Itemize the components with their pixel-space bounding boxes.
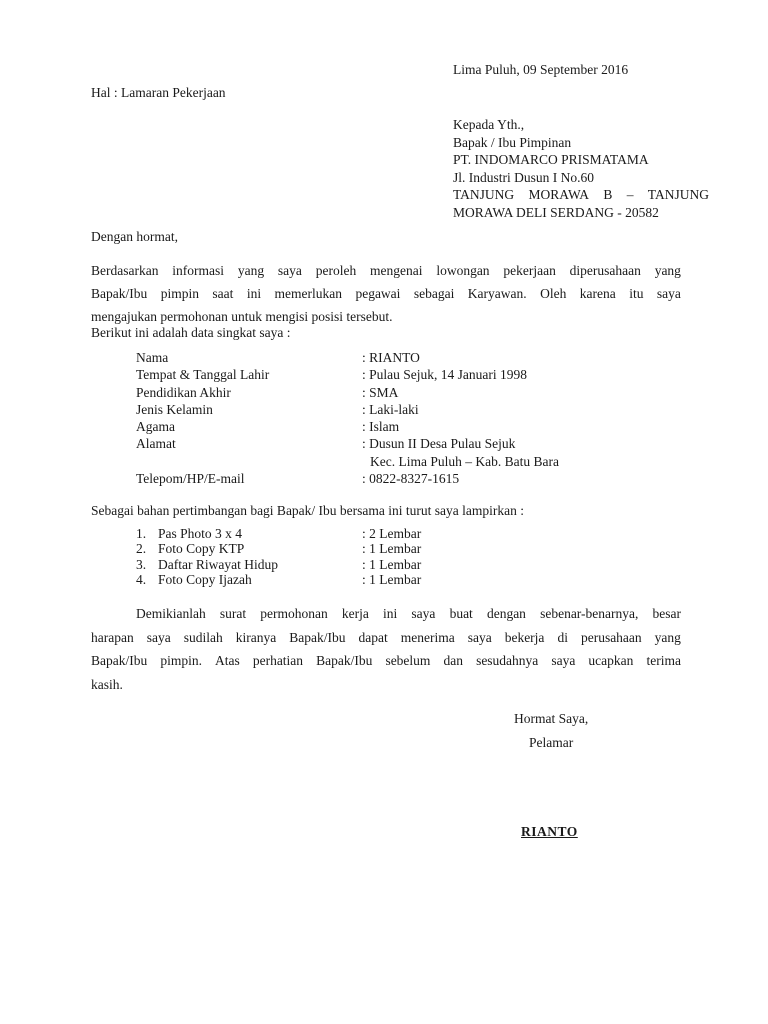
word: saya xyxy=(146,629,171,645)
word: sebenar-benarnya, xyxy=(540,606,639,621)
personal-data-value: : 0822-8327-1615 xyxy=(362,471,460,487)
word: pimpin. xyxy=(160,653,202,668)
recipient-company: PT. INDOMARCO PRISMATAMA xyxy=(453,152,649,167)
word: sebelum xyxy=(385,653,431,668)
letter-date: Lima Puluh, 09 September 2016 xyxy=(453,62,629,77)
attachment-number: 2. xyxy=(136,541,147,557)
attachment-quantity: : 2 Lembar xyxy=(362,526,422,541)
word: Berdasarkan xyxy=(91,263,159,278)
word: saya xyxy=(551,653,576,668)
personal-data-label: Alamat xyxy=(136,436,176,452)
closing-line-3 xyxy=(91,649,681,673)
word: mengenai xyxy=(370,263,423,278)
word: saya xyxy=(467,629,492,645)
recipient-salutation: Kepada Yth., xyxy=(453,117,525,132)
recipient-title: Bapak / Ibu Pimpinan xyxy=(453,134,572,150)
word: kerja xyxy=(341,606,369,621)
personal-data-row xyxy=(136,418,636,435)
personal-data-label xyxy=(136,453,362,470)
word: pekerjaan xyxy=(503,263,556,278)
word: dan xyxy=(443,653,463,668)
recipient-region: MORAWA DELI SERDANG - 20582 xyxy=(453,204,659,220)
personal-data-row xyxy=(136,349,636,366)
personal-data-value: : Dusun II Desa Pulau Sejuk xyxy=(362,436,516,452)
recipient-block xyxy=(453,116,709,221)
word: dapat xyxy=(358,629,388,645)
greeting: Dengan hormat, xyxy=(91,229,178,244)
attachment-quantity: : 1 Lembar xyxy=(362,541,422,557)
word: dengan xyxy=(486,606,526,621)
word: Atas xyxy=(215,653,240,668)
personal-data-label: Telepom/HP/E-mail xyxy=(136,471,245,487)
attachment-quantity: : 1 Lembar xyxy=(362,571,422,587)
word: Oleh xyxy=(540,286,567,301)
personal-data-value: : Pulau Sejuk, 14 Januari 1998 xyxy=(362,367,527,383)
word: itu xyxy=(629,286,644,301)
word: saya xyxy=(277,263,302,278)
word: TANJUNG xyxy=(453,187,515,202)
word: saya xyxy=(411,606,436,621)
word: karena xyxy=(579,286,616,301)
closing-paragraph xyxy=(91,602,681,696)
body-paragraph xyxy=(91,259,681,328)
body-line-1 xyxy=(91,259,681,282)
attachment-name: Foto Copy Ijazah xyxy=(158,571,252,587)
word: Demikianlah xyxy=(136,606,206,621)
personal-data-row xyxy=(136,470,636,487)
word: terima xyxy=(646,653,681,668)
word: bekerja xyxy=(504,629,545,645)
word: surat xyxy=(219,606,247,621)
body-line-3: mengajukan permohonan untuk mengisi posisi tersebut. xyxy=(91,309,393,324)
word: saya xyxy=(656,286,681,301)
word: saat xyxy=(212,286,234,301)
attachment-list xyxy=(136,526,636,587)
personal-data-value: Kec. Lima Puluh – Kab. Batu Bara xyxy=(370,453,559,469)
word: sebagai xyxy=(413,286,455,301)
attachment-name: Foto Copy KTP xyxy=(158,541,245,557)
personal-data-label: Nama xyxy=(136,350,169,365)
word: yang xyxy=(654,263,681,278)
word: harapan xyxy=(91,629,134,645)
personal-data-value: : Islam xyxy=(362,419,400,435)
word: buat xyxy=(449,606,473,621)
word: pegawai xyxy=(355,286,401,301)
word: ucapkan xyxy=(588,653,634,668)
body-line-2 xyxy=(91,282,681,305)
personal-data-row xyxy=(136,384,636,401)
word: Bapak/Ibu xyxy=(289,629,346,645)
word: Bapak/Ibu xyxy=(91,286,148,301)
signature-name: RIANTO xyxy=(521,824,578,839)
word: ini xyxy=(246,286,262,301)
closing-line-1 xyxy=(91,602,681,626)
word: lowongan xyxy=(436,263,490,278)
personal-data-row xyxy=(136,401,636,418)
word: diperusahaan xyxy=(569,263,641,278)
word: yang xyxy=(237,263,265,278)
attachment-item xyxy=(136,557,636,572)
personal-data-label: Pendidikan Akhir xyxy=(136,384,231,400)
word: di xyxy=(557,629,568,645)
word: TANJUNG xyxy=(647,187,709,202)
word: ini xyxy=(383,606,398,621)
word: B xyxy=(603,187,613,202)
attachment-name: Pas Photo 3 x 4 xyxy=(158,526,243,541)
closing-line-2 xyxy=(91,626,681,650)
word: Bapak/Ibu xyxy=(316,653,373,668)
personal-data-value: : Laki-laki xyxy=(362,401,419,417)
word: perusahaan xyxy=(580,629,642,645)
attachment-item xyxy=(136,541,636,556)
attachment-intro: Sebagai bahan pertimbangan bagi Bapak/ Ibu bersama ini turut saya lampirkan : xyxy=(91,503,524,518)
personal-data-row xyxy=(136,366,636,383)
word: pimpin xyxy=(160,286,199,301)
data-intro: Berikut ini adalah data singkat saya : xyxy=(91,325,291,340)
word: informasi xyxy=(172,263,225,278)
word: peroleh xyxy=(315,263,357,278)
word: besar xyxy=(652,606,681,621)
closing-line-4: kasih. xyxy=(91,676,123,692)
attachment-number: 3. xyxy=(136,556,147,572)
personal-data-label: Jenis Kelamin xyxy=(136,401,213,417)
regards: Hormat Saya, xyxy=(514,711,589,726)
applicant-label: Pelamar xyxy=(529,735,574,750)
personal-data-value: : SMA xyxy=(362,384,399,400)
word: kiranya xyxy=(235,629,277,645)
word: Bapak/Ibu xyxy=(91,653,148,668)
attachment-quantity: : 1 Lembar xyxy=(362,556,422,572)
attachment-number: 4. xyxy=(136,571,147,587)
attachment-item xyxy=(136,526,636,541)
recipient-city-line xyxy=(453,186,709,204)
recipient-street: Jl. Industri Dusun I No.60 xyxy=(453,169,594,185)
personal-data-label: Agama xyxy=(136,419,175,435)
personal-data-row xyxy=(136,453,636,470)
word: memerlukan xyxy=(274,286,343,301)
word: – xyxy=(626,187,634,202)
word: MORAWA xyxy=(528,187,589,202)
personal-data-table xyxy=(136,349,636,487)
word: Karyawan. xyxy=(467,286,527,301)
word: sesudahnya xyxy=(476,653,539,668)
word: yang xyxy=(654,629,681,645)
word: sudilah xyxy=(183,629,223,645)
word: permohonan xyxy=(260,606,328,621)
personal-data-row xyxy=(136,435,636,452)
word: menerima xyxy=(400,629,455,645)
personal-data-value: : RIANTO xyxy=(362,350,420,365)
attachment-item xyxy=(136,572,636,587)
personal-data-label: Tempat & Tanggal Lahir xyxy=(136,367,270,383)
attachment-name: Daftar Riwayat Hidup xyxy=(158,556,278,572)
word: perhatian xyxy=(252,653,304,668)
letter-subject: Hal : Lamaran Pekerjaan xyxy=(91,85,226,100)
attachment-number: 1. xyxy=(136,526,147,541)
